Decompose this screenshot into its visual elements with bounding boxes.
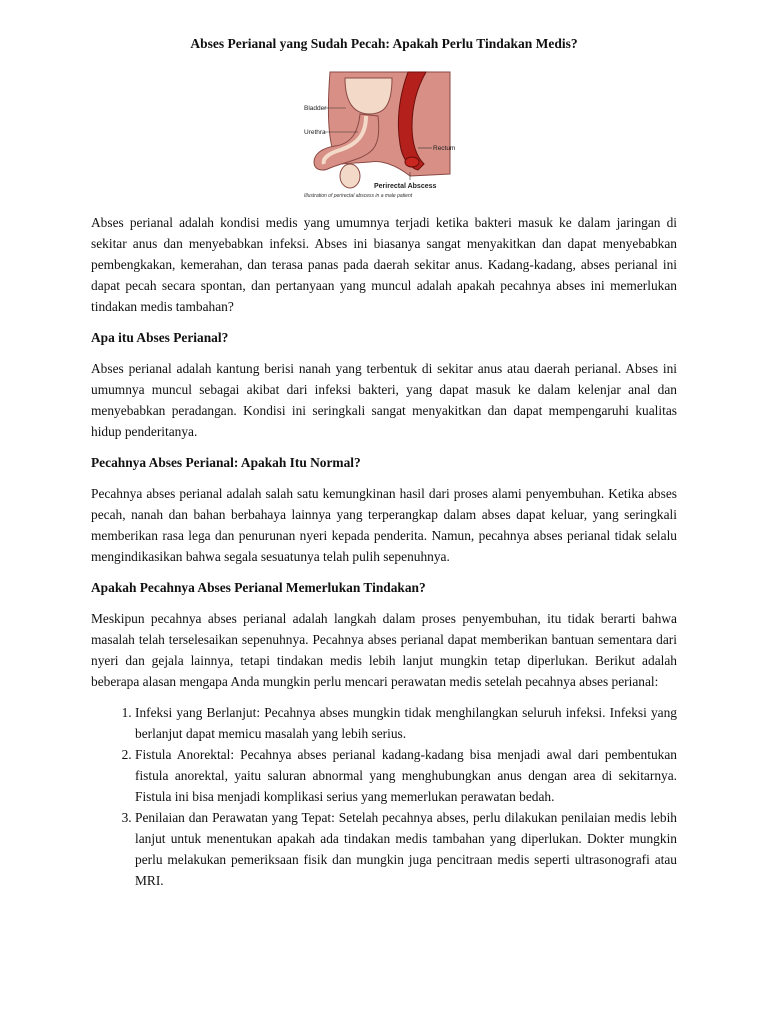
- list-item: 2. Fistula Anorektal: Pecahnya abses perianal kadang-kadang bisa menjadi awal dari pembentukan fistula anorektal, yaitu saluran abnormal yang menghubungkan anus dengan area di sekitarnya. Fistula ini bisa menjadi komplikasi serius yang memerlukan perawatan bedah.: [135, 744, 677, 807]
- intro-paragraph: Abses perianal adalah kondisi medis yang umumnya terjadi ketika bakteri masuk ke dalam jaringan di sekitar anus dan menyebabkan infeksi. Abses ini biasanya sangat menyakitkan dan dapat menyebabkan pembengkakan, kemerahan, dan terasa panas pada daerah sekitar anus. Kadang-kadang, abses perianal ini dapat pecah secara spontan, dan pertanyaan yang muncul adalah apakah pecahnya abses ini memerlukan tindakan medis tambahan?: [91, 215, 677, 314]
- document-body: [91, 212, 677, 891]
- caption-sub: Illustration of perirectal abscess in a male patient: [304, 193, 413, 199]
- document-title: Abses Perianal yang Sudah Pecah: Apakah Perlu Tindakan Medis?: [190, 36, 578, 51]
- section-body-1: Abses perianal adalah kantung berisi nanah yang terbentuk di sekitar anus atau daerah perianal. Abses ini umumnya muncul sebagai akibat dari infeksi bakteri, yang dapat masuk ke dalam kelenjar anal dan menyebabkan peradangan. Kondisi ini seringkali sangat menyakitkan dan dapat mempengaruhi kualitas hidup penderitanya.: [91, 361, 677, 439]
- perirectal-abscess-diagram: [300, 64, 458, 200]
- list-item: 3. Penilaian dan Perawatan yang Tepat: Setelah pecahnya abses, perlu dilakukan penilaian medis lebih lanjut untuk menentukan apakah ada tindakan medis tambahan yang diperlukan. Dokter mungkin perlu melakukan pemeriksaan fisik dan mungkin juga pencitraan medis seperti ultrasonografi atau MRI.: [135, 807, 677, 891]
- section-heading-1: Apa itu Abses Perianal?: [91, 330, 229, 345]
- section-heading-2: Pecahnya Abses Perianal: Apakah Itu Normal?: [91, 455, 361, 470]
- list-item: 1. Infeksi yang Berlanjut: Pecahnya abses mungkin tidak menghilangkan seluruh infeksi. Infeksi yang berlanjut dapat memicu masalah yang lebih serius.: [135, 702, 677, 744]
- section-body-2: Pecahnya abses perianal adalah salah satu kemungkinan hasil dari proses alami penyembuhan. Ketika abses pecah, nanah dan bahan berbahaya lainnya yang terperangkap dalam abses dapat keluar, yang seringkali memberikan rasa lega dan penurunan nyeri kepada penderita. Namun, pecahnya abses perianal tidak selalu mengindikasikan bahwa segala sesuatunya telah pulih sepenuhnya.: [91, 486, 677, 564]
- label-rectum: Rectum: [433, 145, 456, 152]
- anatomy-illustration: [300, 64, 458, 200]
- label-urethra: Urethra: [304, 129, 326, 136]
- reasons-list: [91, 702, 677, 891]
- section-heading-3: Apakah Pecahnya Abses Perianal Memerlukan Tindakan?: [91, 580, 426, 595]
- label-bladder: Bladder: [304, 105, 327, 112]
- section-body-3: Meskipun pecahnya abses perianal adalah langkah dalam proses penyembuhan, itu tidak berarti bahwa masalah telah terselesaikan sepenuhnya. Pecahnya abses perianal dapat memberikan bantuan sementara dari nyeri dan gejala lainnya, tetapi tindakan medis lebih lanjut mungkin tetap diperlukan. Berikut adalah beberapa alasan mengapa Anda mungkin perlu mencari perawatan medis setelah pecahnya abses perianal:: [91, 611, 677, 689]
- caption-main: Perirectal Abscess: [374, 183, 437, 190]
